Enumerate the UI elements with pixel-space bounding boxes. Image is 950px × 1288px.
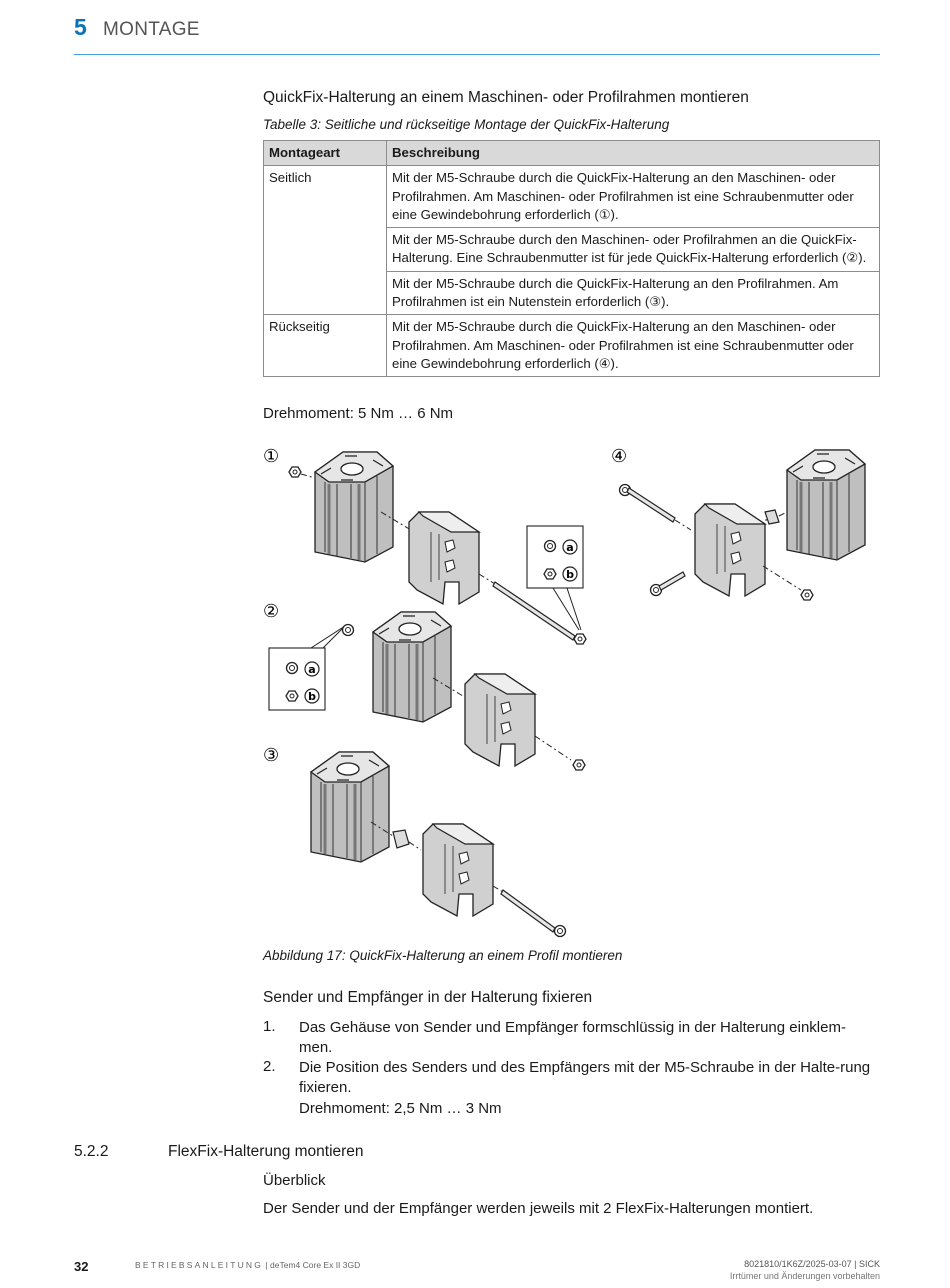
- overview-heading: Überblick: [263, 1172, 326, 1189]
- page-number: 32: [74, 1259, 89, 1274]
- figure-caption: Abbildung 17: QuickFix-Halterung an einem Profil montieren: [263, 948, 623, 963]
- table-header-type: Montageart: [264, 141, 387, 166]
- step-number: 2.: [263, 1058, 276, 1075]
- description-cell: Mit der M5-Schraube durch die QuickFix-Halterung an den Maschinen- oder Profilrahmen. Am Maschinen- oder Profilrahmen ist eine Schraubenmutter oder eine Gewindebohrung erforderlich (①).: [387, 166, 880, 228]
- table-header-row: [264, 141, 880, 166]
- callout-a-badge: [563, 540, 577, 554]
- assembly-4: [620, 450, 866, 600]
- footer-doc-id: 8021810/1K6Z/2025-03-07 | SICK: [744, 1259, 880, 1269]
- table-header-description: Beschreibung: [387, 141, 880, 166]
- step-result: Drehmoment: 2,5 Nm … 3 Nm: [299, 1100, 502, 1117]
- footer-document-info: [135, 1260, 360, 1270]
- footer-doc-type: BETRIEBSANLEITUNG: [135, 1260, 264, 1270]
- callout-b-label: b: [308, 690, 316, 703]
- table-row: [264, 166, 880, 228]
- assembly-3: [311, 752, 566, 937]
- mounting-illustration: [263, 440, 880, 945]
- mount-type-cell: Rückseitig: [264, 315, 387, 377]
- chapter-title: MONTAGE: [103, 19, 200, 40]
- callout-b-badge: [563, 567, 577, 581]
- footer-disclaimer: Irrtümer und Änderungen vorbehalten: [729, 1271, 880, 1281]
- callout-a-label: a: [308, 663, 316, 676]
- figure-marker-2: ②: [263, 601, 280, 622]
- sender-heading: Sender und Empfänger in der Halterung fixieren: [263, 989, 593, 1006]
- description-cell: Mit der M5-Schraube durch die QuickFix-Halterung an den Maschinen- oder Profilrahmen. Am Maschinen- oder Profilrahmen ist eine Schraubenmutter oder eine Gewindebohrung erforderlich (④).: [387, 315, 880, 377]
- step-text: Das Gehäuse von Sender und Empfänger formschlüssig in der Halterung einklem-men.: [299, 1019, 846, 1056]
- step-number: 1.: [263, 1018, 276, 1035]
- header-divider: [74, 54, 880, 55]
- chapter-number: 5: [74, 14, 87, 40]
- quickfix-heading: QuickFix-Halterung an einem Maschinen- oder Profilrahmen montieren: [263, 89, 749, 106]
- callout-a-label: a: [566, 541, 574, 554]
- figure-marker-1: ①: [263, 446, 280, 467]
- footer-product: deTem4 Core Ex II 3GD: [270, 1260, 361, 1270]
- description-cell: Mit der M5-Schraube durch den Maschinen- oder Profilrahmen an die QuickFix-Halterung. Eine Schraubenmutter ist für jede QuickFix-Halterung erforderlich (②).: [387, 228, 880, 272]
- footer-separator: |: [263, 1260, 271, 1270]
- figure-marker-3: ③: [263, 745, 280, 766]
- section-title: FlexFix-Halterung montieren: [168, 1143, 364, 1160]
- step-text: Die Position des Senders und des Empfängers mit der M5-Schraube in der Halte-rung fixieren.: [299, 1059, 871, 1096]
- overview-text: Der Sender und der Empfänger werden jeweils mit 2 FlexFix-Halterungen montiert.: [263, 1200, 814, 1217]
- torque-note: Drehmoment: 5 Nm … 6 Nm: [263, 405, 454, 422]
- section-number: 5.2.2: [74, 1143, 109, 1160]
- mount-type-cell: Seitlich: [264, 166, 387, 315]
- mounting-table: [263, 140, 880, 377]
- description-cell: Mit der M5-Schraube durch die QuickFix-Halterung an den Profilrahmen. Am Profilrahmen ist ein Nutenstein erforderlich (③).: [387, 271, 880, 315]
- table-caption: Tabelle 3: Seitliche und rückseitige Montage der QuickFix-Halterung: [263, 117, 670, 132]
- figure-marker-4: ④: [611, 446, 628, 467]
- callout-a-badge: [305, 662, 319, 676]
- callout-b-badge: [305, 689, 319, 703]
- table-row: [264, 315, 880, 377]
- callout-b-label: b: [566, 568, 574, 581]
